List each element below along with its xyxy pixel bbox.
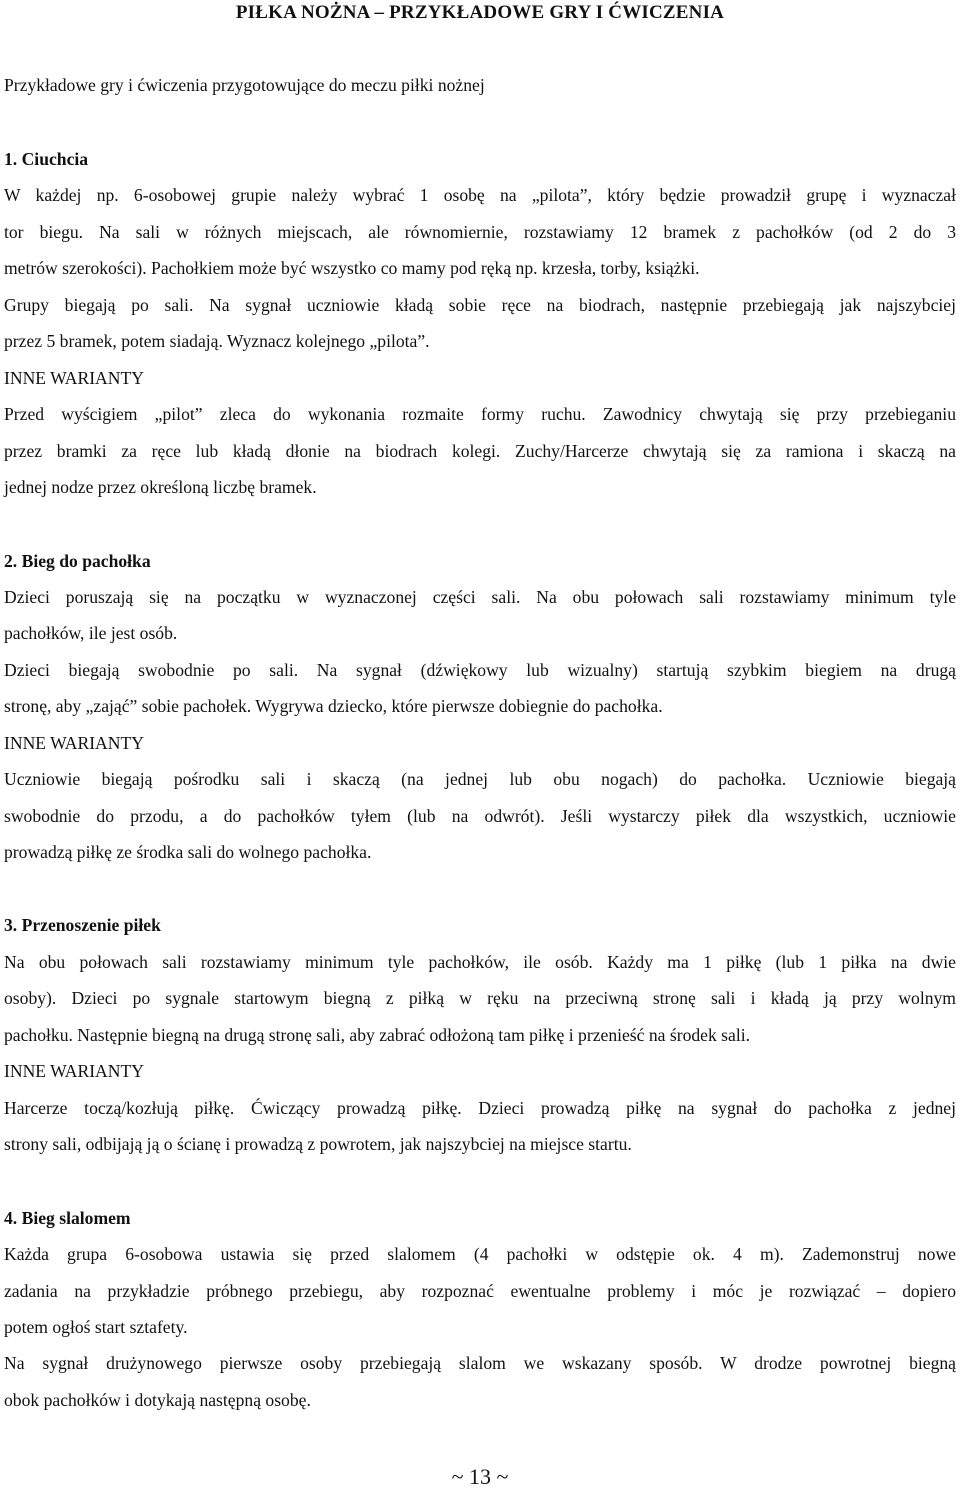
paragraph-line: Dzieci biegają swobodnie po sali. Na sygnał (dźwiękowy lub wizualny) startują szybkim biegiem na drugą bbox=[4, 660, 956, 680]
variants-label: INNE WARIANTY bbox=[4, 1061, 144, 1081]
section-heading-bieg-slalomem: 4. Bieg slalomem bbox=[4, 1208, 131, 1228]
paragraph-line: osoby). Dzieci po sygnale startowym biegną z piłką w ręku na przeciwną stronę sali i kładą ją przy wolnym bbox=[4, 988, 956, 1008]
paragraph-line: strony sali, odbijają ją o ścianę i prowadzą z powrotem, jak najszybciej na miejsce startu. bbox=[4, 1134, 632, 1154]
paragraph-line: Na obu połowach sali rozstawiamy minimum tyle pachołków, ile osób. Każdy ma 1 piłkę (lub 1 piłka na dwie bbox=[4, 952, 956, 972]
paragraph-line: Uczniowie biegają pośrodku sali i skaczą (na jednej lub obu nogach) do pachołka. Uczniowie biegają bbox=[4, 769, 956, 789]
paragraph-line: pachołku. Następnie biegną na drugą stronę sali, aby zabrać odłożoną tam piłkę i przenieść na środek sali. bbox=[4, 1025, 750, 1045]
paragraph-line: potem ogłoś start sztafety. bbox=[4, 1317, 188, 1337]
paragraph-line: pachołków, ile jest osób. bbox=[4, 623, 178, 643]
variants-label: INNE WARIANTY bbox=[4, 368, 144, 388]
section-heading-ciuchcia: 1. Ciuchcia bbox=[4, 149, 89, 169]
paragraph-line: Na sygnał drużynowego pierwsze osoby przebiegają slalom we wskazany sposób. W drodze powrotnej biegną bbox=[4, 1353, 956, 1373]
paragraph-line: metrów szerokości). Pachołkiem może być wszystko co mamy pod ręką np. krzesła, torby, książki. bbox=[4, 258, 700, 278]
paragraph-line: Przed wyścigiem „pilot” zleca do wykonania rozmaite formy ruchu. Zawodnicy chwytają się przy przebieganiu bbox=[4, 404, 956, 424]
paragraph-line: Grupy biegają po sali. Na sygnał uczniowie kładą sobie ręce na biodrach, następnie przebiegają jak najszybciej bbox=[4, 295, 956, 315]
page-number: ~ 13 ~ bbox=[451, 1464, 509, 1489]
paragraph-line: swobodnie do przodu, a do pachołków tyłem (lub na odwrót). Jeśli wystarczy piłek dla wszystkich, uczniowie bbox=[4, 806, 956, 826]
paragraph-line: W każdej np. 6-osobowej grupie należy wybrać 1 osobę na „pilota”, który będzie prowadził grupę i wyznaczał bbox=[4, 185, 956, 205]
paragraph-line: Każda grupa 6-osobowa ustawia się przed slalomem (4 pachołki w odstępie ok. 4 m). Zademonstruj nowe bbox=[4, 1244, 956, 1264]
paragraph-line: tor biegu. Na sali w różnych miejscach, ale równomiernie, rozstawiamy 12 bramek z pachołków (od 2 do 3 bbox=[4, 222, 956, 242]
paragraph-line: prowadzą piłkę ze środka sali do wolnego pachołka. bbox=[4, 842, 372, 862]
paragraph-line: Dzieci poruszają się na początku w wyznaczonej części sali. Na obu połowach sali rozstawiamy minimum tyle bbox=[4, 587, 956, 607]
paragraph-line: przez 5 bramek, potem siadają. Wyznacz kolejnego „pilota”. bbox=[4, 331, 430, 351]
paragraph-line: zadania na przykładzie próbnego przebiegu, aby rozpoznać ewentualne problemy i móc je rozwiązać – dopiero bbox=[4, 1281, 956, 1301]
variants-label: INNE WARIANTY bbox=[4, 733, 144, 753]
paragraph-line: obok pachołków i dotykają następną osobę. bbox=[4, 1390, 311, 1410]
section-heading-przenoszenie-pilek: 3. Przenoszenie piłek bbox=[4, 915, 161, 935]
paragraph-line: przez bramki za ręce lub kładą dłonie na biodrach kolegi. Zuchy/Harcerze chwytają się za ramiona i skaczą na bbox=[4, 441, 956, 461]
page-title: PIŁKA NOŻNA – PRZYKŁADOWE GRY I ĆWICZENIA bbox=[235, 2, 725, 23]
paragraph-line: Harcerze toczą/kozłują piłkę. Ćwiczący prowadzą piłkę. Dzieci prowadzą piłkę na sygnał do pachołka z jednej bbox=[4, 1098, 956, 1118]
intro-text: Przykładowe gry i ćwiczenia przygotowujące do meczu piłki nożnej bbox=[4, 75, 485, 95]
paragraph-line: jednej nodze przez określoną liczbę bramek. bbox=[4, 477, 317, 497]
paragraph-line: stronę, aby „zająć” sobie pachołek. Wygrywa dziecko, które pierwsze dobiegnie do pachołka. bbox=[4, 696, 663, 716]
section-heading-bieg-do-pacholka: 2. Bieg do pachołka bbox=[4, 551, 151, 571]
